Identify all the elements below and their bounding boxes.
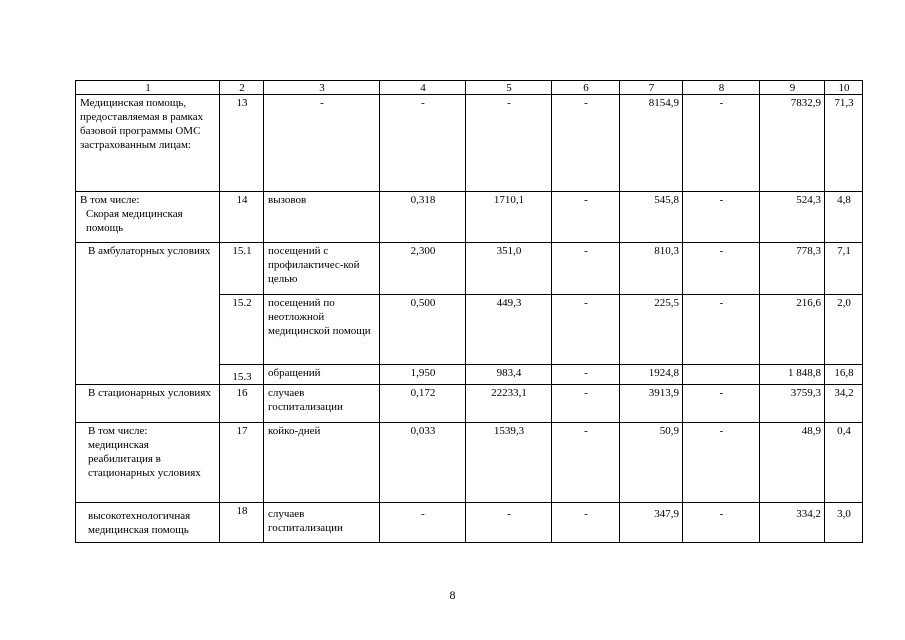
cell: 351,0 (466, 243, 552, 295)
row-number: 13 (220, 95, 264, 192)
cell: 7832,9 (760, 95, 825, 192)
cell: - (466, 95, 552, 192)
cell: 1710,1 (466, 192, 552, 243)
data-table (75, 80, 863, 543)
cell: - (683, 295, 760, 365)
cell: - (683, 243, 760, 295)
unit-cell: посещений с профилактичес-кой целью (264, 243, 380, 295)
cell: - (552, 192, 620, 243)
cell: 71,3 (825, 95, 863, 192)
cell: 4,8 (825, 192, 863, 243)
cell: 48,9 (760, 423, 825, 503)
row-label: В амбулаторных условиях (76, 243, 220, 385)
row-number: 17 (220, 423, 264, 503)
table-row (76, 423, 863, 503)
cell: 810,3 (620, 243, 683, 295)
column-header: 5 (466, 81, 552, 95)
table-row (76, 503, 863, 543)
unit-cell: обращений (264, 365, 380, 385)
column-header: 6 (552, 81, 620, 95)
page-number: 8 (449, 588, 456, 602)
row-number: 15.1 (220, 243, 264, 295)
cell: - (380, 503, 466, 543)
cell: 3759,3 (760, 385, 825, 423)
cell (683, 365, 760, 385)
cell: 1924,8 (620, 365, 683, 385)
cell: 449,3 (466, 295, 552, 365)
cell: 545,8 (620, 192, 683, 243)
row-number: 15.3 (220, 365, 264, 385)
cell: - (683, 95, 760, 192)
table-row (76, 385, 863, 423)
cell: 22233,1 (466, 385, 552, 423)
column-header: 9 (760, 81, 825, 95)
cell: - (552, 243, 620, 295)
row-label-line: В том числе: (88, 425, 148, 437)
row-label: Медицинская помощь, предоставляемая в рамках базовой программы ОМС застрахованным лицам: (76, 95, 220, 192)
cell: 50,9 (620, 423, 683, 503)
row-label-line: медицинская реабилитация в стационарных условиях (88, 439, 201, 479)
cell: 524,3 (760, 192, 825, 243)
cell: - (683, 423, 760, 503)
column-header: 1 (76, 81, 220, 95)
cell: 216,6 (760, 295, 825, 365)
cell: 347,9 (620, 503, 683, 543)
cell: 0,172 (380, 385, 466, 423)
row-label-line: Скорая медицинская помощь (86, 208, 183, 234)
row-label: высокотехнологичная медицинская помощь (76, 503, 220, 543)
row-number: 16 (220, 385, 264, 423)
cell: 0,318 (380, 192, 466, 243)
cell: 0,500 (380, 295, 466, 365)
row-label (76, 192, 220, 243)
cell: 225,5 (620, 295, 683, 365)
column-header: 4 (380, 81, 466, 95)
cell: 778,3 (760, 243, 825, 295)
table-row (76, 192, 863, 243)
unit-cell: случаев госпитализации (264, 385, 380, 423)
cell: 3,0 (825, 503, 863, 543)
table-row (76, 95, 863, 192)
cell: - (683, 192, 760, 243)
cell: 34,2 (825, 385, 863, 423)
header-row (76, 81, 863, 95)
cell: - (552, 423, 620, 503)
cell: - (380, 95, 466, 192)
unit-cell: посещений по неотложной медицинской помощи (264, 295, 380, 365)
cell: 0,4 (825, 423, 863, 503)
column-header: 8 (683, 81, 760, 95)
row-number: 15.2 (220, 295, 264, 365)
unit-cell: койко-дней (264, 423, 380, 503)
cell: 2,300 (380, 243, 466, 295)
cell: - (552, 503, 620, 543)
cell: - (552, 365, 620, 385)
cell: 2,0 (825, 295, 863, 365)
column-header: 3 (264, 81, 380, 95)
table-row (76, 243, 863, 295)
row-number: 14 (220, 192, 264, 243)
cell: - (466, 503, 552, 543)
cell: 1,950 (380, 365, 466, 385)
cell: - (552, 95, 620, 192)
cell: 0,033 (380, 423, 466, 503)
cell: 1 848,8 (760, 365, 825, 385)
unit-cell: вызовов (264, 192, 380, 243)
cell: 3913,9 (620, 385, 683, 423)
unit-cell: случаев госпитализации (264, 503, 380, 543)
row-label-line: В том числе: (80, 194, 140, 206)
cell: 334,2 (760, 503, 825, 543)
column-header: 2 (220, 81, 264, 95)
row-number: 18 (220, 503, 264, 543)
cell: 983,4 (466, 365, 552, 385)
row-label: В стационарных условиях (76, 385, 220, 423)
row-label (76, 423, 220, 503)
cell: 7,1 (825, 243, 863, 295)
column-header: 10 (825, 81, 863, 95)
cell: 8154,9 (620, 95, 683, 192)
cell: - (683, 385, 760, 423)
cell: 1539,3 (466, 423, 552, 503)
cell: - (552, 295, 620, 365)
column-header: 7 (620, 81, 683, 95)
cell: 16,8 (825, 365, 863, 385)
cell: - (552, 385, 620, 423)
unit-cell: - (264, 95, 380, 192)
cell: - (683, 503, 760, 543)
